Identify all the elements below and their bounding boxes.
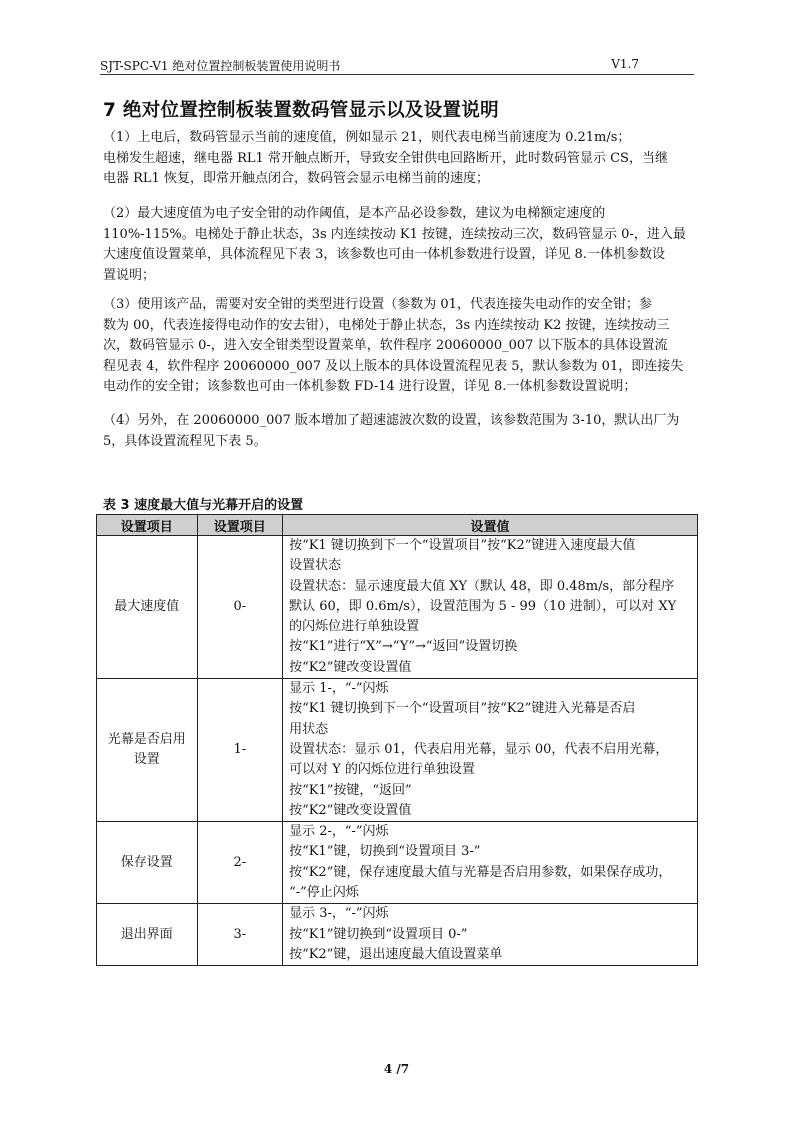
value-line: 按“K1”进行“X”→“Y”→“返回”设置切换 xyxy=(289,639,518,655)
table-row xyxy=(97,904,698,966)
paragraph-2 xyxy=(103,204,695,286)
setting-item: 保存设置 xyxy=(97,822,198,904)
value-line: 设置状态：显示 01，代表启用光幕，显示 00，代表不启用光幕， xyxy=(289,741,669,757)
table-row xyxy=(97,679,698,822)
value-line: 按“K2”键，保存速度最大值与光幕是否启用参数，如果保存成功， xyxy=(289,864,672,880)
column-header-code: 设置项目 xyxy=(197,515,283,536)
paragraph-line: （1）上电后，数码管显示当前的速度值，例如显示 21，则代表电梯当前速度为 0.21m/s； xyxy=(103,130,631,145)
paragraph-line: 程见表 4，软件程序 20060000_007 及以上版本的具体设置流程见表 5，默认参数为 01，即连接失 xyxy=(103,358,684,374)
paragraph-line: 110%-115%。电梯处于静止状态，3s 内连续按动 K1 按键，连续按动三次，数码管显示 0-，进入最 xyxy=(103,226,686,242)
setting-value xyxy=(283,679,698,822)
value-line: 按“K1”键，切换到“设置项目 3-” xyxy=(289,844,481,860)
value-line: 默认 60，即 0.6m/s），设置范围为 5 - 99（10 进制），可以对 XY xyxy=(289,598,677,614)
paragraph-line: 大速度值设置菜单，具体流程见下表 3，该参数也可由一体机参数进行设置，详见 8.一体机参数设 xyxy=(103,247,665,262)
paragraph-1 xyxy=(103,128,695,190)
setting-code: 0- xyxy=(197,536,283,679)
value-line: 按“K1 键切换到下一个“设置项目”按“K2”键进入速度最大值 xyxy=(289,538,636,553)
value-line: 按“K2”键，退出速度最大值设置菜单 xyxy=(289,946,503,962)
setting-item: 退出界面 xyxy=(97,904,198,966)
value-line: 可以对 Y 的闪烁位进行单独设置 xyxy=(289,762,475,778)
value-line: 设置状态：显示速度最大值 XY（默认 48，即 0.48m/s，部分程序 xyxy=(289,578,675,594)
column-header-value: 设置值 xyxy=(283,515,698,536)
setting-value xyxy=(283,904,698,966)
setting-code: 2- xyxy=(197,822,283,904)
paragraph-line: （3）使用该产品，需要对安全钳的类型进行设置（参数为 01，代表连接失电动作的安全钳；参 xyxy=(103,297,652,312)
table-caption: 表 3 速度最大值与光幕开启的设置 xyxy=(103,498,304,513)
paragraph-4 xyxy=(103,411,695,452)
paragraph-line: （4）另外，在 20060000_007 版本增加了超速滤波次数的设置，该参数范围为 3-10，默认出厂为 xyxy=(103,413,680,428)
paragraph-line: 电梯发生超速，继电器 RL1 常开触点断开，导致安全钳供电回路断开，此时数码管显示 CS，当继 xyxy=(103,150,668,166)
paragraph-line: 5，具体设置流程见下表 5。 xyxy=(103,433,267,449)
value-line: 按“K1”按键，“返回” xyxy=(289,782,412,798)
header-doc-title: SJT-SPC-V1 绝对位置控制板装置使用说明书 xyxy=(100,59,341,73)
value-line: 用状态 xyxy=(289,721,329,737)
setting-item: 最大速度值 xyxy=(97,536,198,679)
value-line: 按“K1 键切换到下一个“设置项目”按“K2”键进入光幕是否启 xyxy=(289,701,636,717)
setting-value xyxy=(283,536,698,679)
paragraph-line: 置说明； xyxy=(103,267,156,283)
header-version: V1.7 xyxy=(611,57,639,71)
setting-code: 3- xyxy=(197,904,283,966)
paragraph-line: 次，数码管显示 0-，进入安全钳类型设置菜单，软件程序 20060000_007 以下版本的具体设置流 xyxy=(103,338,668,353)
paragraph-line: 数为 00，代表连接得电动作的安去钳），电梯处于静止状态，3s 内连续按动 K2 按键，连续按动三 xyxy=(103,317,670,333)
item-line: 光幕是否启用 xyxy=(107,732,186,748)
page-header xyxy=(100,56,694,75)
value-line: 的闪烁位进行单独设置 xyxy=(289,619,420,635)
value-line: 按“K1”键切换到“设置项目 0-” xyxy=(289,926,468,942)
paragraph-line: 电器 RL1 恢复，即常开触点闭合，数码管会显示电梯当前的速度； xyxy=(103,171,489,186)
paragraph-line: 电动作的安全钳；该参数也可由一体机参数 FD-14 进行设置，详见 8.一体机参数设置说明； xyxy=(103,379,637,394)
value-line: 设置状态 xyxy=(289,558,342,574)
value-line: 按“K2”键改变设置值 xyxy=(289,802,412,818)
paragraph-3 xyxy=(103,295,695,398)
value-line: 按“K2”键改变设置值 xyxy=(289,659,412,675)
setting-item xyxy=(97,679,198,822)
setting-code: 1- xyxy=(197,679,283,822)
value-line: 显示 3-，“-”闪烁 xyxy=(289,906,389,922)
table-row xyxy=(97,536,698,679)
value-line: 显示 2-，“-”闪烁 xyxy=(289,824,389,840)
paragraph-line: （2）最大速度值为电子安全钳的动作阈值，是本产品必设参数，建议为电梯额定速度的 xyxy=(103,206,606,221)
column-header-item: 设置项目 xyxy=(97,515,198,536)
value-line: “-”停止闪烁 xyxy=(289,885,359,901)
settings-table xyxy=(96,514,698,966)
table-header-row xyxy=(97,515,698,536)
table-row xyxy=(97,822,698,904)
setting-value xyxy=(283,822,698,904)
item-line: 设置 xyxy=(133,752,160,768)
page-number: 4 /7 xyxy=(383,1062,410,1076)
value-line: 显示 1-，“-”闪烁 xyxy=(289,681,389,697)
section-title: 7 绝对位置控制板装置数码管显示以及设置说明 xyxy=(103,100,499,121)
